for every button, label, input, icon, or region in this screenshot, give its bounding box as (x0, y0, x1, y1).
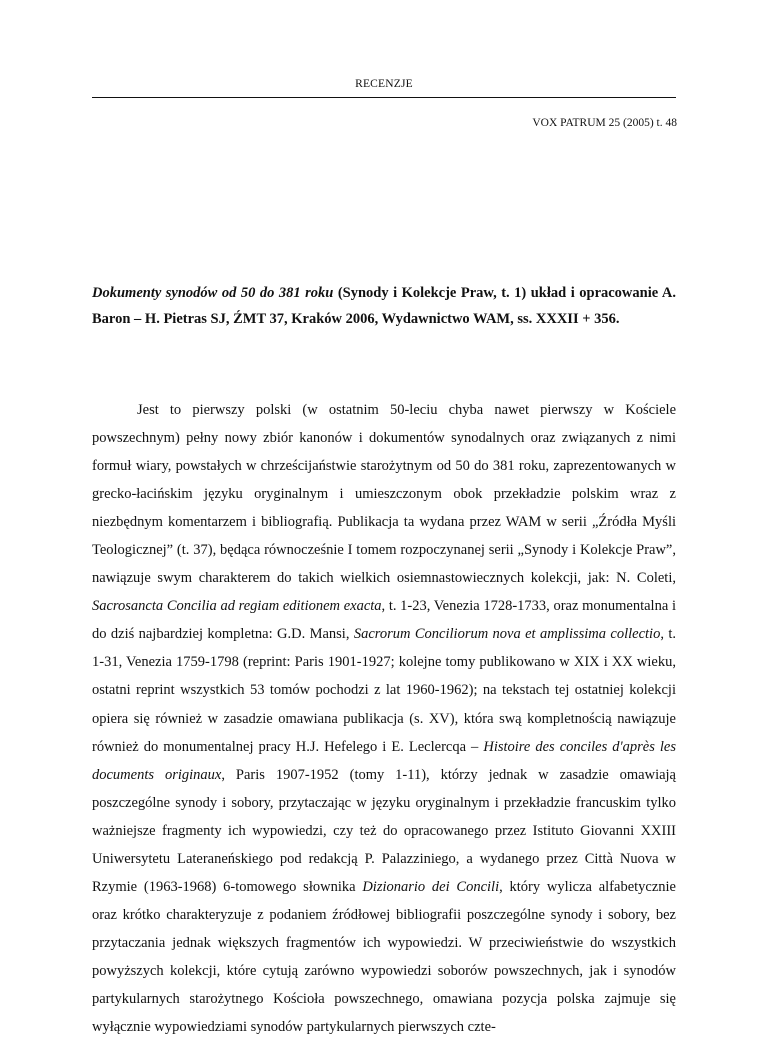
body-text-2: , t. 1-23, Venezia 1728-1733, oraz monumentalna i do dziś najbardziej kompletna: G.D. Mansi, (92, 598, 676, 643)
review-title (92, 280, 676, 332)
work-title-4: Dizionario dei Concili (362, 878, 500, 895)
book-title: Dokumenty synodów od 50 do 381 roku (92, 285, 334, 301)
work-title-3: Histoire des conciles d'après les documents originaux (92, 738, 676, 783)
header-rule (92, 97, 676, 98)
review-body (92, 396, 676, 1041)
section-header: RECENZJE (355, 78, 413, 90)
body-text-4: , Paris 1907-1952 (tomy 1-11), którzy jednak w zasadzie omawiają poszczególne synody i sobory, przytaczając w języku oryginalnym i przekładzie francuskim tylko ważniejsze fragmenty ich wypowiedzi, czy też do opracowanego przez Istituto Giovanni XXIII Uniwersytetu Lateraneńskiego pod redakcją P. Palazziniego, a wydanego przez Città Nuova w Rzymie (1963-1968) 6-tomowego słownika (92, 766, 676, 895)
work-title-1: Sacrosancta Concilia ad regiam editionem exacta (92, 598, 382, 615)
book-details: (Synody i Kolekcje Praw, t. 1) układ i opracowanie A. Baron – H. Pietras SJ, ŹMT 37, Kraków 2006, Wydawnictwo WAM, ss. XXXII + 356. (92, 285, 676, 327)
body-text-5: , który wylicza alfabetycznie oraz krótko charakteryzuje z podaniem źródłowej bibliografii poszczególne synody i sobory, bez przytaczania jednak większych fragmentów ich wypowiedzi. W przeciwieństwie do wszystkich powyższych kolekcji, które cytują zarówno wypowiedzi soborów powszechnych, jak i synodów partykularnych starożytnego Kościoła powszechnego, omawiana pozycja polska zajmuje się wyłącznie wypowiedziami synodów partykularnych pierwszych czte- (92, 878, 676, 1036)
body-text-3: , t. 1-31, Venezia 1759-1798 (reprint: Paris 1901-1927; kolejne tomy publikowano w XIX i XX wieku, ostatni reprint wszystkich 53 tomów pochodzi z lat 1960-1962); na tekstach tej ostatniej kolekcji opiera się również w zasadzie omawiana publikacja (s. XV), która swą kompletnością nawiązuje również do monumentalnej pracy H.J. Hefelego i E. Leclercqa – (92, 626, 677, 755)
work-title-2: Sacrorum Conciliorum nova et amplissima collectio (353, 626, 661, 643)
body-text-1: Jest to pierwszy polski (w ostatnim 50-leciu chyba nawet pierwszy w Kościele powszechnym) pełny nowy zbiór kanonów i dokumentów synodalnych oraz związanych z nimi formuł wiary, powstałych w chrześcijaństwie starożytnym od 50 do 381 roku, zaprezentowanych w grecko-łacińskim języku oryginalnym i umieszczonym obok przekładzie polskim wraz z niezbędnym komentarzem i bibliografią. Publikacja ta wydana przez WAM w serii „Źródła Myśli Teologicznej” (t. 37), będąca równocześnie I tomem rozpoczynanej serii „Synody i Kolekcje Praw”, nawiązuje swym charakterem do takich wielkich osiemnastowiecznych kolekcji, jak: N. Coleti, (92, 402, 676, 587)
journal-citation: VOX PATRUM 25 (2005) t. 48 (532, 117, 677, 129)
